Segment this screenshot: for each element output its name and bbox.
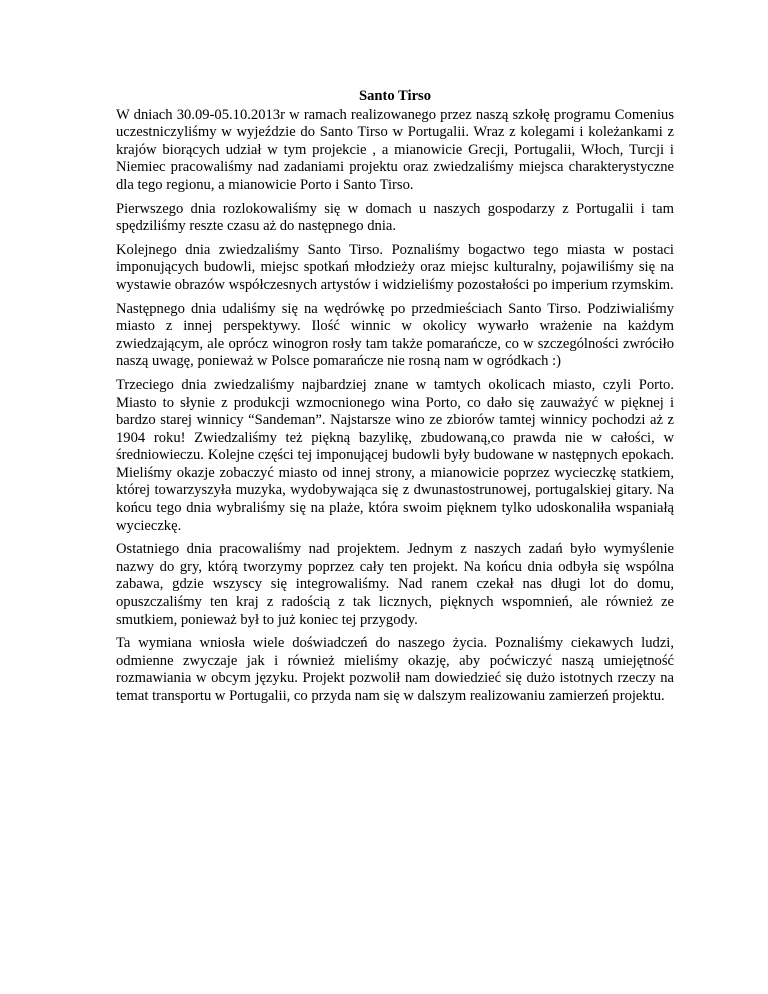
document-title: Santo Tirso: [358, 88, 432, 104]
paragraph-day-one: Pierwszego dnia rozlokowaliśmy się w domach u naszych gospodarzy z Portugalii i tam spędziliśmy reszte czasu aż do następnego dnia.: [116, 200, 674, 235]
paragraph-day-two: Kolejnego dnia zwiedzaliśmy Santo Tirso. Poznaliśmy bogactwo tego miasta w postaci imponujących budowli, miejsc spotkań młodzieży oraz miejsc kulturalny, pojawiliśmy się na wystawie obrazów współczesnych artystów i widzieliśmy pozostałości po imperium rzymskim.: [116, 241, 674, 293]
paragraph-porto: Trzeciego dnia zwiedzaliśmy najbardziej znane w tamtych okolicach miasto, czyli Porto. Miasto to słynie z produkcji wzmocnionego wina Porto, co dało się zauważyć w pięknej i bardzo starej winnicy “Sandeman”. Najstarsze wino ze zbiorów tamtej winnicy pochodzi aż z 1904 roku! Zwiedzaliśmy też piękną bazylikę, zbudowaną,co prawda nie w całości, w średniowieczu. Kolejne części tej imponującej budowli były budowane w następnych epokach. Mieliśmy okazje zobaczyć miasto od innej strony, a mianowicie poprzez wycieczkę statkiem, której towarzyszyła muzyka, wydobywająca się z dwunastostrunowej, portugalskiej gitary. Na końcu tego dnia wybraliśmy się na plaże, która swoim pięknem tylko udoskonaliła wspaniałą wycieczkę.: [116, 376, 674, 534]
paragraph-last-day: Ostatniego dnia pracowaliśmy nad projektem. Jednym z naszych zadań było wymyślenie nazwy do gry, którą tworzymy poprzez cały ten projekt. Na końcu dnia odbyła się wspólna zabawa, gdzie wszyscy się integrowaliśmy. Nad ranem czekał nas długi lot do domu, opuszczaliśmy ten kraj z radością z tak licznych, pięknych wspomnień, ale również ze smutkiem, ponieważ był to już koniec tej przygody.: [116, 541, 674, 628]
paragraph-summary: Ta wymiana wniosła wiele doświadczeń do naszego życia. Poznaliśmy ciekawych ludzi, odmienne zwyczaje jak i również mieliśmy okazję, aby poćwiczyć naszą umiejętność rozmawiania w obcym języku. Projekt pozwolił nam dowiedzieć się dużo istotnych rzeczy na temat transportu w Portugalii, co przyda nam się w dalszym realizowaniu zamierzeń projektu.: [116, 635, 674, 704]
document-page: [116, 88, 674, 712]
paragraph-day-three: Następnego dnia udaliśmy się na wędrówkę po przedmieściach Santo Tirso. Podziwialiśmy miasto z innej perspektywy. Ilość winnic w okolicy wywarło wrażenie na każdym zwiedzającym, ale oprócz winogron rosły tam także pomarańcze, co w szczególności zwróciło naszą uwagę, ponieważ w Polsce pomarańcze nie rosną nam w ogródkach :): [116, 300, 674, 370]
paragraph-intro: W dniach 30.09-05.10.2013r w ramach realizowanego przez naszą szkołę programu Comenius uczestniczyliśmy w wyjeździe do Santo Tirso w Portugalii. Wraz z kolegami i koleżankami z krajów biorących udział w tym projekcie , a mianowicie Grecji, Portugalii, Włoch, Turcji i Niemiec pracowaliśmy nad zadaniami projektu oraz zwiedzaliśmy miejsca charakterystyczne dla tego regionu, a mianowicie Porto i Santo Tirso.: [116, 106, 674, 193]
